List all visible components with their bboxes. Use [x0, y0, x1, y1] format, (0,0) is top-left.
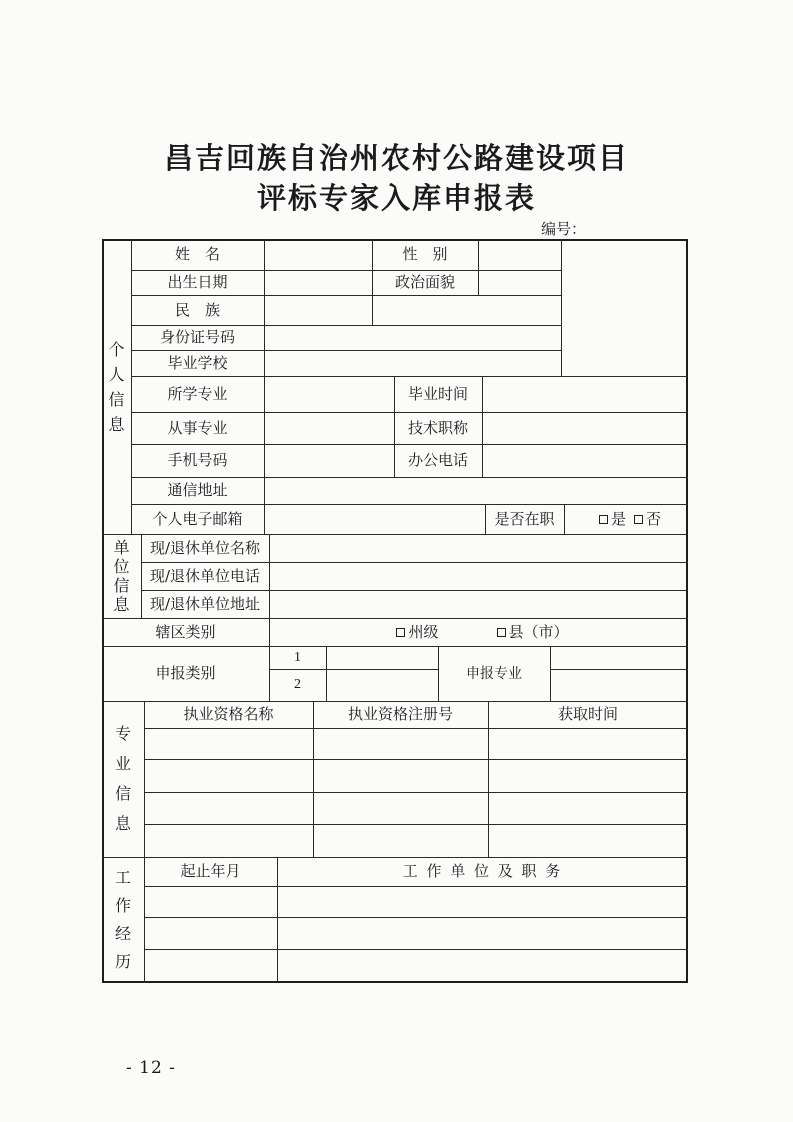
section-char: 人: [108, 364, 125, 384]
period-field[interactable]: [144, 886, 277, 917]
section-char: 息: [108, 414, 125, 434]
application-row-2-number: 2: [294, 677, 301, 692]
employer-position-header: 工 作 单 位 及 职 务: [402, 862, 563, 880]
gender-label: 性 别: [402, 245, 448, 263]
email-label: 个人电子邮箱: [152, 509, 243, 528]
period-field[interactable]: [144, 949, 277, 983]
employed-yes-label: 是: [610, 509, 626, 528]
county-level-checkbox[interactable]: [497, 628, 506, 637]
acquisition-time-field[interactable]: [488, 792, 688, 824]
id-number-field[interactable]: [264, 325, 561, 350]
form-title-line-2: 评标专家入库申报表: [256, 181, 536, 215]
acquisition-time-field[interactable]: [488, 759, 688, 792]
unit-phone-field[interactable]: [269, 562, 688, 590]
unit-address-field[interactable]: [269, 590, 688, 618]
section-char: 专: [114, 724, 131, 743]
registration-number-field[interactable]: [313, 792, 488, 824]
registration-number-field[interactable]: [313, 759, 488, 792]
section-char: 息: [113, 595, 130, 614]
office-phone-label: 办公电话: [407, 451, 468, 469]
qualification-name-field[interactable]: [144, 824, 313, 857]
office-phone-field[interactable]: [482, 444, 688, 477]
qualification-name-header: 执业资格名称: [183, 705, 274, 723]
gender-field[interactable]: [478, 239, 561, 270]
school-label: 毕业学校: [167, 353, 228, 372]
unit-name-label: 现/退休单位名称: [149, 538, 261, 557]
application-row-1-number: 1: [294, 649, 301, 665]
graduation-time-label: 毕业时间: [407, 384, 468, 403]
section-char: 个: [108, 339, 125, 359]
unit-name-field[interactable]: [269, 534, 688, 562]
jurisdiction-label: 辖区类别: [155, 622, 216, 641]
work-field-field[interactable]: [264, 412, 394, 444]
name-label: 姓 名: [174, 245, 220, 263]
name-field[interactable]: [264, 239, 372, 270]
employed-no-label: 否: [646, 509, 662, 528]
unit-info-section-label: [102, 534, 141, 618]
address-field[interactable]: [264, 477, 688, 504]
work-field-label: 从事专业: [167, 418, 228, 437]
graduation-time-field[interactable]: [482, 376, 688, 412]
state-level-label: 州级: [408, 622, 439, 641]
employer-position-field[interactable]: [277, 949, 688, 983]
application-major-field-1[interactable]: [550, 646, 688, 669]
section-char: 业: [114, 754, 131, 773]
birth-date-label: 出生日期: [167, 273, 228, 291]
section-char: 作: [114, 896, 131, 915]
registration-number-field[interactable]: [313, 824, 488, 857]
application-form-table: [102, 239, 688, 983]
acquisition-time-header: 获取时间: [557, 705, 618, 723]
section-char: 位: [113, 557, 130, 576]
qualification-name-field[interactable]: [144, 728, 313, 759]
qualification-name-field[interactable]: [144, 759, 313, 792]
employed-yes-checkbox[interactable]: [599, 515, 608, 524]
email-field[interactable]: [264, 504, 485, 534]
technical-title-field[interactable]: [482, 412, 688, 444]
registration-number-header: 执业资格注册号: [347, 705, 453, 723]
ethnicity-label: 民 族: [174, 300, 220, 319]
section-char: 经: [114, 924, 131, 943]
application-major-field-2[interactable]: [550, 669, 688, 701]
acquisition-time-field[interactable]: [488, 824, 688, 857]
section-char: 历: [114, 952, 131, 971]
serial-number-label: 编号：: [541, 220, 587, 238]
acquisition-time-field[interactable]: [488, 728, 688, 759]
employer-position-field[interactable]: [277, 886, 688, 917]
period-field[interactable]: [144, 917, 277, 949]
county-level-label: 县（市）: [508, 622, 569, 641]
ethnicity-field[interactable]: [264, 295, 372, 325]
employed-options: [564, 504, 688, 534]
personal-info-section-label: [102, 239, 131, 534]
section-char: 工: [114, 868, 131, 887]
section-char: 单: [113, 538, 130, 557]
major-field[interactable]: [264, 376, 394, 412]
photo-area[interactable]: [561, 239, 688, 376]
form-title-line-1: 昌吉回族自治州农村公路建设项目: [163, 141, 629, 175]
employed-label: 是否在职: [494, 509, 555, 528]
application-type-field-1[interactable]: [326, 646, 438, 669]
work-experience-section-label: [102, 857, 144, 983]
major-label: 所学专业: [167, 384, 228, 403]
page-number: - 12 -: [126, 1058, 176, 1078]
registration-number-field[interactable]: [313, 728, 488, 759]
section-char: 信: [114, 784, 131, 803]
birth-date-field[interactable]: [264, 270, 372, 295]
mobile-label: 手机号码: [167, 451, 228, 469]
section-char: 信: [108, 389, 125, 409]
section-char: 信: [113, 576, 130, 595]
technical-title-label: 技术职称: [407, 418, 468, 437]
state-level-checkbox[interactable]: [396, 628, 405, 637]
employer-position-field[interactable]: [277, 917, 688, 949]
period-header: 起止年月: [180, 862, 241, 880]
application-major-label: 申报专业: [466, 665, 522, 682]
jurisdiction-options: [269, 618, 688, 646]
political-status-field[interactable]: [478, 270, 561, 295]
address-label: 通信地址: [167, 481, 228, 499]
employed-no-checkbox[interactable]: [634, 515, 643, 524]
section-char: 息: [114, 814, 131, 833]
application-type-label: 申报类别: [155, 664, 216, 682]
qualification-name-field[interactable]: [144, 792, 313, 824]
application-type-field-2[interactable]: [326, 669, 438, 701]
political-status-label: 政治面貌: [394, 273, 455, 291]
unit-phone-label: 现/退休单位电话: [149, 566, 261, 585]
school-field[interactable]: [264, 350, 561, 376]
mobile-field[interactable]: [264, 444, 394, 477]
unit-address-label: 现/退休单位地址: [149, 594, 261, 613]
professional-info-section-label: [102, 701, 144, 857]
id-number-label: 身份证号码: [159, 328, 235, 346]
